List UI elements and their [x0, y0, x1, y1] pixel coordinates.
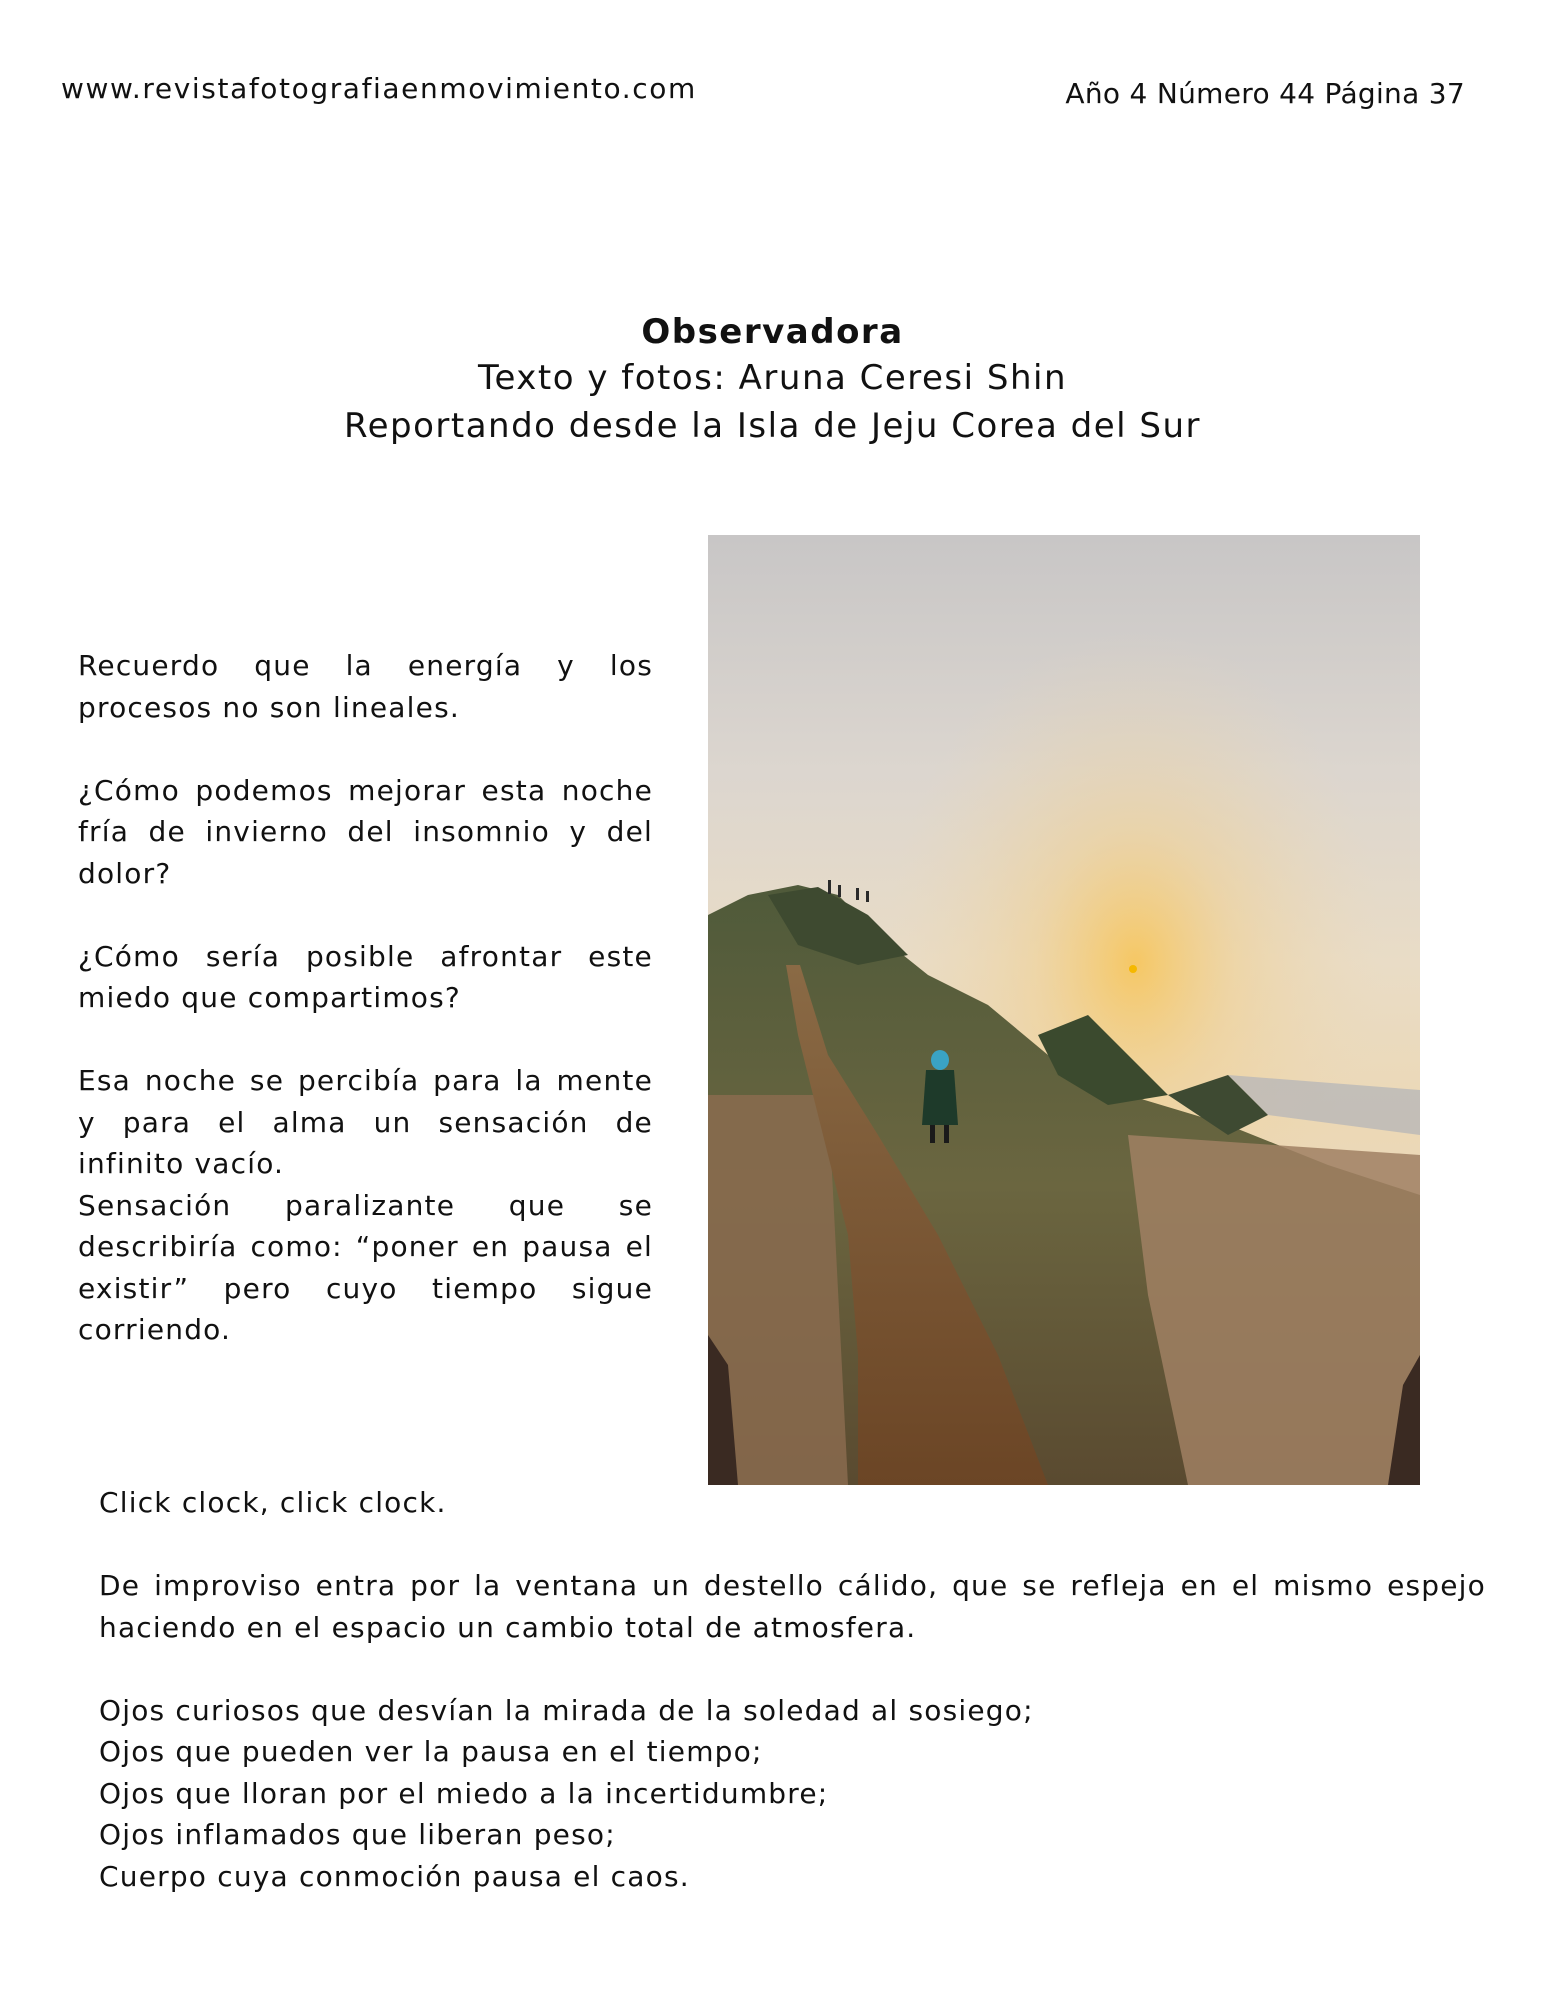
article-title: Observadora	[641, 312, 904, 352]
paragraph: Recuerdo que la energía y los procesos no son lineales.	[78, 649, 653, 724]
poem-line: Cuerpo cuya conmoción pausa el caos.	[99, 1859, 690, 1893]
bottom-text	[99, 1482, 1486, 1897]
poem-line: Ojos curiosos que desvían la mirada de la soledad al sosiego;	[99, 1693, 1034, 1727]
poem-line: Ojos que pueden ver la pausa en el tiempo;	[99, 1735, 763, 1768]
paragraph: ¿Cómo sería posible afrontar este miedo que compartimos?	[78, 939, 653, 1014]
poem-line: Ojos que lloran por el miedo a la incertidumbre;	[99, 1776, 829, 1810]
left-column-text	[78, 645, 653, 1392]
article-credit: Texto y fotos: Aruna Ceresi Shin	[477, 358, 1068, 398]
article-location: Reportando desde la Isla de Jeju Corea del Sur	[344, 406, 1201, 446]
paragraph: ¿Cómo podemos mejorar esta noche fría de invierno del insomnio y del dolor?	[78, 773, 653, 890]
paragraph: Click clock, click clock.	[99, 1486, 447, 1519]
paragraph: Sensación paralizante que se describiría como: “poner en pausa el existir” pero cuyo tiempo sigue corriendo.	[78, 1188, 653, 1346]
sunset-trail-photo	[708, 535, 1420, 1485]
paragraph: Esa noche se percibía para la mente y para el alma un sensación de infinito vacío.	[78, 1064, 653, 1180]
poem-lines	[99, 1690, 1486, 1898]
paragraph: De improviso entra por la ventana un destello cálido, que se refleja en el mismo espejo haciendo en el espacio un cambio total de atmosfera.	[99, 1569, 1486, 1644]
sunset-trail-illustration	[708, 535, 1420, 1485]
poem-line: Ojos inflamados que liberan peso;	[99, 1818, 616, 1851]
issue-info: Año 4 Número 44 Página 37	[1065, 77, 1465, 110]
site-url: www.revistafotografiaenmovimiento.com	[61, 72, 697, 105]
